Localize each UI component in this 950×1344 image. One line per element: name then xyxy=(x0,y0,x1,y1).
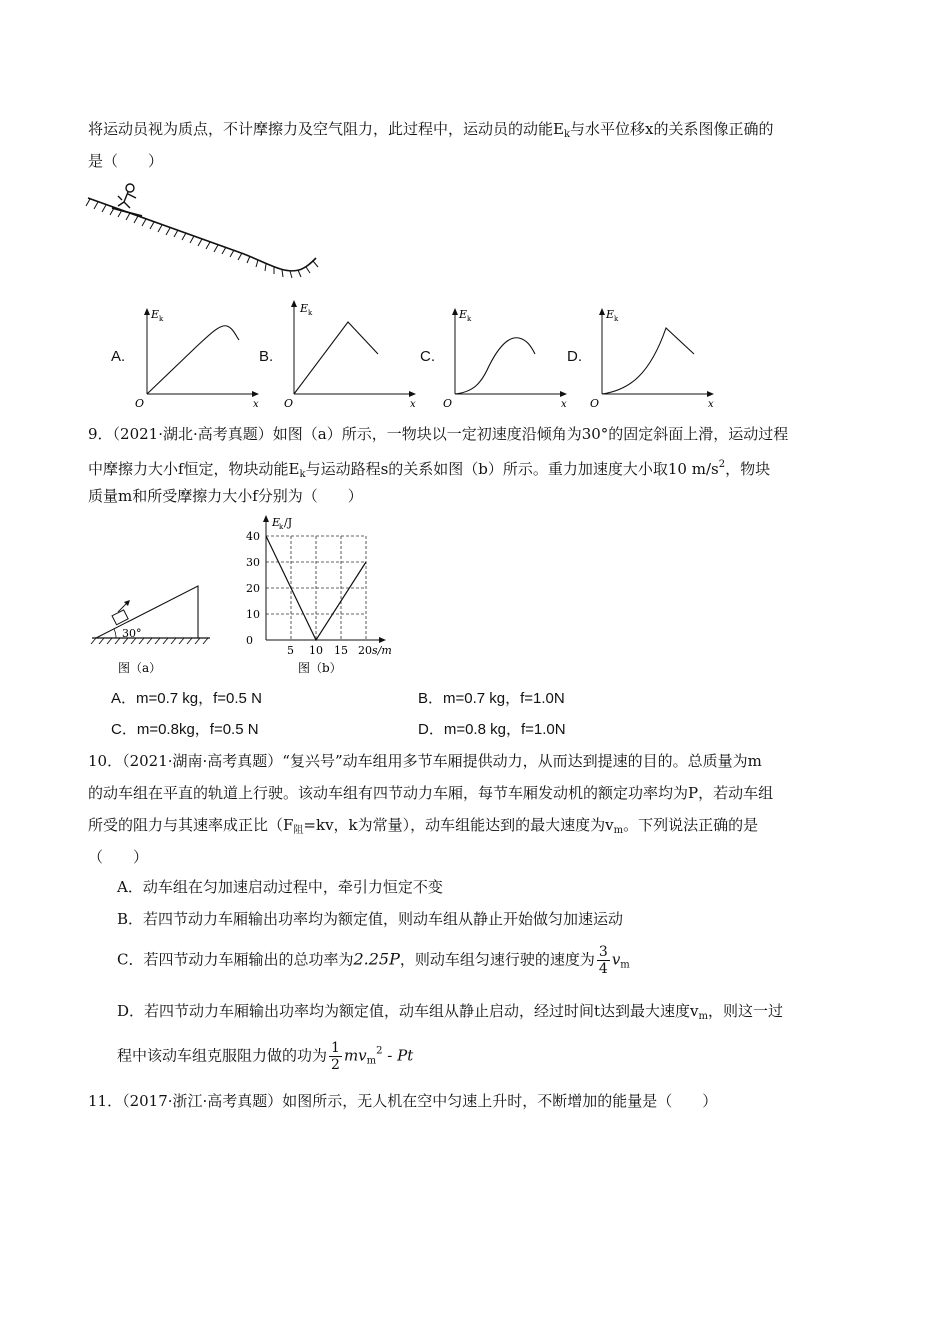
q9-b-ytick-0: 0 xyxy=(246,634,253,647)
q8-a-origin: O xyxy=(135,397,145,410)
q10-option-c[interactable]: C．若四节动力车厢输出的总功率为2.25P，则动车组匀速行驶的速度为 $\frac{3}{4}$ $v_m$ xyxy=(117,944,630,977)
q9-b-ytick-10: 10 xyxy=(246,608,260,621)
q8-line1: 将运动员视为质点，不计摩擦力及空气阻力，此过程中，运动员的动能$E_k$与水平位移x的关系图像正确的 xyxy=(88,120,774,140)
q8-b-ysub: k xyxy=(308,309,313,317)
q10-c-fraction: $\frac{3}{4}$ xyxy=(598,944,608,977)
q9-option-c[interactable]: C．m=0.8kg，f=0.5 N xyxy=(111,721,259,738)
q8-graph-a[interactable] xyxy=(135,306,265,410)
q8-b-ylabel: E xyxy=(300,302,309,315)
q10-line3: 所受的阻力与其速率成正比（$F_阻=kv$，k为常量），动车组能达到的最大速度为$v_m$。下列说法正确的是 xyxy=(88,816,759,836)
q9-b-ysub: k xyxy=(279,523,284,531)
q10-line2: 的动车组在平直的轨道上行驶。该动车组有四节动力车厢，每节车厢发动机的额定功率均为P，若动车组 xyxy=(88,784,774,802)
q9-b-ytick-20: 20 xyxy=(246,582,260,595)
q8-c-origin: O xyxy=(443,397,453,410)
q9-b-ytick-30: 30 xyxy=(246,556,260,569)
q9-caption-b: 图（b） xyxy=(298,661,342,675)
q8-a-xlabel: x xyxy=(253,399,259,410)
q8-d-ysub: k xyxy=(614,315,619,323)
q8-option-c-label[interactable]: C. xyxy=(420,348,435,365)
q8-line2: 是（ ） xyxy=(88,152,164,170)
q9-caption-a: 图（a） xyxy=(118,661,162,675)
q9-angle-label: 30° xyxy=(122,627,142,640)
q11-line1: 11．（2017·浙江·高考真题）如图所示，无人机在空中匀速上升时，不断增加的能量是（ ） xyxy=(88,1092,718,1110)
q8-b-origin: O xyxy=(284,397,294,410)
q9-line2: 中摩擦力大小f恒定，物块动能$E_k$与运动路程s的关系如图（b）所示。重力加速度大小取10 $m/s^2$，物块 xyxy=(88,459,771,480)
q9-option-b[interactable]: B．m=0.7 kg，f=1.0N xyxy=(418,690,565,707)
q9-option-a[interactable]: A．m=0.7 kg，f=0.5 N xyxy=(111,690,262,707)
q8-graph-c[interactable] xyxy=(443,306,573,410)
q9-option-d[interactable]: D．m=0.8 kg，f=1.0N xyxy=(418,721,566,738)
q8-c-xlabel: x xyxy=(561,399,567,410)
q8-b-xlabel: x xyxy=(410,399,416,410)
q9-b-ylabel: E xyxy=(272,516,281,529)
q9-figure-b xyxy=(238,510,418,680)
q10-option-b[interactable]: B．若四节动力车厢输出功率均为额定值，则动车组从静止开始做匀加速运动 xyxy=(117,910,624,928)
q9-b-ytick-40: 40 xyxy=(246,530,260,543)
q9-figure-a xyxy=(88,578,218,678)
q9-b-yunit: /J xyxy=(284,516,293,529)
q8-c-ylabel: E xyxy=(459,308,468,321)
q8-d-ylabel: E xyxy=(606,308,615,321)
q10-line1: 10．（2021·湖南·高考真题）“复兴号”动车组用多节车厢提供动力，从而达到提速的目的。总质量为m xyxy=(88,752,762,770)
q8-d-origin: O xyxy=(590,397,600,410)
q10-line4: （ ） xyxy=(88,848,149,866)
q9-b-xtick-5: 5 xyxy=(287,644,294,657)
q10-option-d-line2: 程中该动车组克服阻力做的功为 $\frac{1}{2}$ $mv_m^2$ - Pt xyxy=(117,1040,414,1073)
q8-a-ysub: k xyxy=(159,315,164,323)
q8-a-ylabel: E xyxy=(151,308,160,321)
q9-line3: 质量m和所受摩擦力大小f分别为（ ） xyxy=(88,487,363,505)
q9-line1: 9．（2021·湖北·高考真题）如图（a）所示，一物块以一定初速度沿倾角为30°的固定斜面上滑，运动过程 xyxy=(88,425,789,443)
q8-d-xlabel: x xyxy=(708,399,714,410)
q9-b-xtick-15: 15 xyxy=(334,644,348,657)
q8-option-a-label[interactable]: A. xyxy=(111,348,126,365)
q10-d-fraction: $\frac{1}{2}$ xyxy=(331,1040,340,1073)
q9-b-xtick-20: 20 xyxy=(358,644,372,657)
q9-b-xtick-10: 10 xyxy=(309,644,323,657)
q8-option-b-label[interactable]: B. xyxy=(259,348,274,365)
ski-slope-figure xyxy=(84,182,324,292)
q10-option-d[interactable]: D．若四节动力车厢输出功率均为额定值，动车组从静止启动，经过时间t达到最大速度$v_m$，则这一过 xyxy=(117,1002,784,1022)
q8-c-ysub: k xyxy=(467,315,472,323)
q10-option-a[interactable]: A．动车组在匀加速启动过程中，牵引力恒定不变 xyxy=(117,878,443,896)
q8-graph-b[interactable] xyxy=(282,298,422,410)
skier-icon xyxy=(112,184,142,216)
q8-option-d-label[interactable]: D. xyxy=(567,348,582,365)
q9-b-xlabel: s/m xyxy=(372,644,392,657)
q8-graph-d[interactable] xyxy=(590,306,720,410)
